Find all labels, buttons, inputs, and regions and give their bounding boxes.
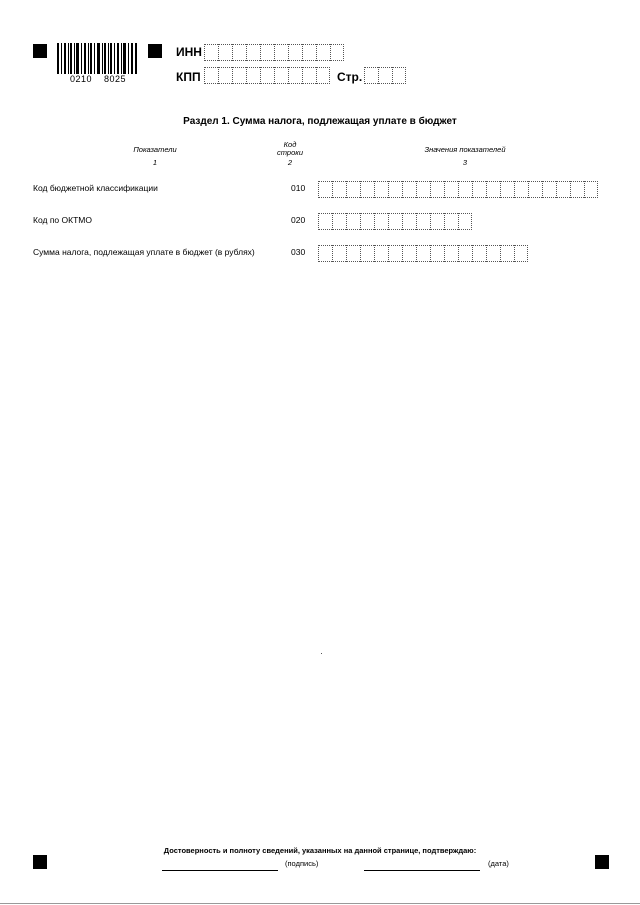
kpp-field[interactable] xyxy=(204,67,330,84)
row-code-030: 030 xyxy=(291,247,306,257)
tax-amount-field[interactable] xyxy=(318,245,528,262)
column-header-line-code-1: Код xyxy=(283,140,297,149)
confirmation-text: Достоверность и полноту сведений, указанных на данной странице, подтверждаю: xyxy=(163,846,477,855)
column-number-3: 3 xyxy=(462,158,468,167)
barcode-icon xyxy=(57,43,137,74)
row-code-020: 020 xyxy=(291,215,306,225)
row-label-oktmo: Код по ОКТМО xyxy=(33,215,92,225)
column-number-1: 1 xyxy=(152,158,158,167)
kbk-field[interactable] xyxy=(318,181,598,198)
page-bottom-edge xyxy=(0,903,640,904)
page-number-field[interactable] xyxy=(364,67,406,84)
column-header-line-code-2: строки xyxy=(277,148,303,157)
section-title: Раздел 1. Сумма налога, подлежащая уплате в бюджет xyxy=(183,116,457,127)
barcode-number-2: 8025 xyxy=(104,74,127,84)
signature-line[interactable] xyxy=(162,870,278,871)
row-label-kbk: Код бюджетной классификации xyxy=(33,183,158,193)
corner-marker-top-left xyxy=(33,44,47,58)
column-number-2: 2 xyxy=(287,158,293,167)
barcode-number-1: 0210 xyxy=(70,74,93,84)
corner-marker-bottom-right xyxy=(595,855,609,869)
column-header-indicators: Показатели xyxy=(133,145,177,154)
inn-label: ИНН xyxy=(176,45,202,59)
corner-marker-bottom-left xyxy=(33,855,47,869)
oktmo-field[interactable] xyxy=(318,213,472,230)
row-label-tax-amount: Сумма налога, подлежащая уплате в бюджет (в рублях) xyxy=(33,247,255,257)
row-code-010: 010 xyxy=(291,183,306,193)
column-header-values: Значения показателей xyxy=(424,145,506,154)
scan-dot xyxy=(321,653,322,654)
inn-field[interactable] xyxy=(204,44,344,61)
date-line[interactable] xyxy=(364,870,480,871)
signature-label: (подпись) xyxy=(285,859,319,868)
kpp-label: КПП xyxy=(176,70,201,84)
page-number-label: Стр. xyxy=(337,70,363,84)
corner-marker-top-middle xyxy=(148,44,162,58)
date-label: (дата) xyxy=(488,859,509,868)
